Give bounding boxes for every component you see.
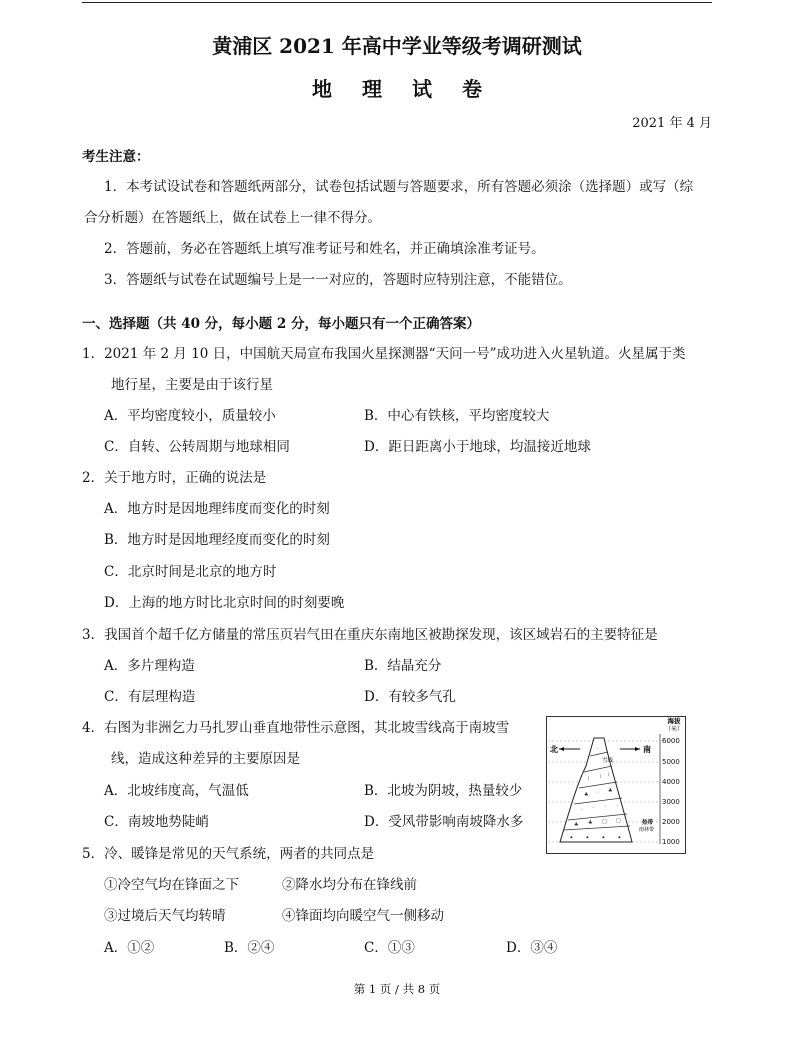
q4-stem-cont: 线，造成这种差异的主要原因是 [111,751,300,767]
q4-option-a: A．北坡纬度高，气温低 [104,783,249,799]
svg-text:⁞: ⁞ [588,776,590,782]
subject-title: 地理试卷 [312,77,512,101]
tick-6000: 6000 [662,737,680,745]
q4-option-c: C．南坡地势陡峭 [104,814,209,830]
q2-option-c: C．北京时间是北京的地方时 [104,564,277,580]
q4-option-b: B．北坡为阴坡，热量较少 [364,783,523,799]
q5-statement-4: ④锋面均向暖空气一侧移动 [282,908,444,924]
q2-stem: 2．关于地方时，正确的说法是 [82,470,267,486]
svg-text:▴: ▴ [570,834,573,840]
q3-option-c: C．有层理构造 [104,689,196,705]
q4-stem: 4．右图为非洲乞力马扎罗山垂直地带性示意图，其北坡雪线高于南坡雪 [82,720,510,736]
q5-option-c: C．①③ [364,940,415,956]
section-title: 一、选择题（共 40 分，每小题 2 分，每小题只有一个正确答案） [82,316,480,332]
q1-stem: 1．2021 年 2 月 10 日，中国航天局宣布我国火星探测器“天问一号”成功进入火星轨道。火星属于类 [82,346,686,362]
q3-stem: 3．我国首个超千亿方储量的常压页岩气田在重庆东南地区被勘探发现，该区域岩石的主要特征是 [82,627,658,643]
notice-item-1-cont: 合分析题）在答题纸上，做在试卷上一律不得分。 [84,210,381,226]
tick-1000: 1000 [662,838,680,846]
q2-option-b: B．地方时是因地理经度而变化的时刻 [104,532,330,548]
snowline-label: 雪线 [602,758,614,764]
q5-statement-3: ③过境后天气均转晴 [104,908,226,924]
q2-option-a: A．地方时是因地理纬度而变化的时刻 [104,501,330,517]
tick-3000: 3000 [662,798,680,806]
svg-text:♣: ♣ [608,788,613,794]
svg-text:◦: ◦ [596,746,599,752]
q1-option-d: D．距日距离小于地球，均温接近地球 [364,439,591,455]
kilimanjaro-diagram [546,716,686,854]
exam-date: 2021 年 4 月 [632,116,712,131]
q1-option-c: C．自转、公转周期与地球相同 [104,439,290,455]
south-label: 南 [643,744,651,754]
q5-option-d: D．③④ [506,940,558,956]
q2-option-d: D．上海的地方时比北京时间的时刻要晚 [104,595,345,611]
tick-4000: 4000 [662,778,680,786]
q1-option-b: B．中心有铁核，平均密度较大 [364,408,550,424]
q4-option-d: D．受风带影响南坡降水多 [364,814,524,830]
notice-item-2: 2．答题前，务必在答题纸上填写准考证号和姓名，并正确填涂准考证号。 [104,241,545,257]
q5-statement-2: ②降水均分布在锋线前 [282,877,417,893]
q5-stem: 5．冷、暖锋是常见的天气系统，两者的共同点是 [82,846,375,862]
exam-title: 黄浦区 2021 年高中学业等级考调研测试 [212,34,582,58]
svg-text:◦: ◦ [616,803,619,809]
forest-label-2: 雨林带 [639,827,655,833]
tick-5000: 5000 [662,758,680,766]
tick-2000: 2000 [662,818,680,826]
axis-title: 海拔 [667,717,681,725]
q1-option-a: A．平均密度较小，质量较小 [104,408,276,424]
top-rule [82,2,712,3]
svg-text:◦: ◦ [596,790,599,796]
svg-text:♣: ♣ [584,792,589,798]
q3-option-a: A．多片理构造 [104,658,195,674]
q3-option-b: B．结晶充分 [364,658,442,674]
svg-text:⁞: ⁞ [600,774,602,780]
notice-title: 考生注意： [82,149,150,165]
q5-statement-1: ①冷空气均在锋面之下 [104,877,239,893]
svg-text:◦: ◦ [580,807,583,813]
svg-text:⁞: ⁞ [608,772,610,778]
forest-label-1: 热带 [642,820,654,826]
north-label: 北 [550,744,558,754]
q1-stem-cont: 地行星，主要是由于该行星 [111,377,273,393]
svg-text:□: □ [602,819,607,825]
svg-text:♣: ♣ [574,822,579,828]
q5-option-b: B．②④ [224,940,275,956]
svg-text:▴: ▴ [618,834,621,840]
page-footer: 第 1 页 / 共 8 页 [353,982,441,996]
svg-text:♣: ♣ [588,820,593,826]
svg-text:□: □ [616,818,621,824]
svg-text:◦: ◦ [604,804,607,810]
notice-item-3: 3．答题纸与试卷在试题编号上是一一对应的，答题时应特别注意，不能错位。 [104,272,572,288]
q5-option-a: A．①② [104,940,155,956]
axis-unit: （米） [664,726,684,733]
svg-text:◦: ◦ [592,805,595,811]
q3-option-d: D．有较多气孔 [364,689,456,705]
svg-text:▴: ▴ [602,834,605,840]
notice-item-1: 1．本考试设试卷和答题纸两部分，试卷包括试题与答题要求，所有答题必须涂（选择题）或写（综 [104,179,694,195]
svg-text:▴: ▴ [586,834,589,840]
